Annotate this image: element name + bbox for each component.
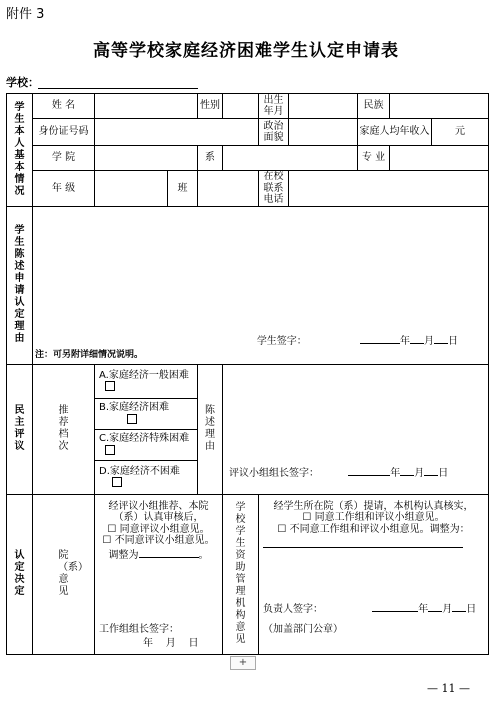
work-leader-date: 年 月 日 — [143, 638, 199, 649]
family-income-label: 家庭人均年收入 — [358, 119, 432, 146]
student-signature: 学生签字： 年 月 日 — [257, 333, 458, 348]
checkbox-c[interactable] — [105, 445, 115, 455]
form-title: 高等学校家庭经济困难学生认定申请表 — [93, 41, 399, 61]
section-statement: 学生陈述申请认定理由 — [7, 206, 33, 364]
page-number: — 11 — — [427, 682, 470, 695]
college-label: 学 院 — [33, 146, 95, 171]
school-label: 学校： — [6, 76, 39, 89]
college-opinion-label: 院（系）意见 — [33, 494, 95, 654]
grade-label: 年 级 — [33, 171, 95, 207]
recommend-level-label: 推荐档次 — [33, 364, 95, 494]
college-field[interactable] — [95, 146, 198, 171]
birth-label: 出生年月 — [259, 94, 289, 119]
reason-label: 陈述理由 — [198, 364, 223, 494]
section-evaluation: 民主评议 — [7, 364, 33, 494]
phone-label: 在校联系电话 — [259, 171, 289, 207]
agency-opinion-label: 学校学生资助管理机构意见 — [223, 494, 259, 654]
school-input-line[interactable] — [38, 88, 198, 89]
ethnicity-label: 民族 — [358, 94, 390, 119]
id-number-field[interactable] — [95, 119, 259, 146]
class-field[interactable] — [198, 171, 259, 207]
grade-field[interactable] — [95, 171, 168, 207]
college-agree-option[interactable]: ☐ 同意评议小组意见。 — [107, 523, 210, 535]
section-basic-info: 学生本人基本情况 — [7, 94, 33, 207]
attachment-label: 附件 3 — [6, 7, 45, 22]
option-a[interactable]: A.家庭经济一般困难 — [95, 364, 198, 398]
college-opinion-text: 经评议小组推荐、本院（系）认真审核后， — [108, 500, 209, 523]
department-label: 系 — [198, 146, 223, 171]
agency-opinion-field[interactable] — [259, 494, 489, 654]
yuan-unit: 元 — [455, 126, 465, 138]
college-opinion-field[interactable] — [95, 494, 223, 654]
phone-field[interactable] — [289, 171, 489, 207]
gender-label: 性别 — [198, 94, 223, 119]
checkbox-a[interactable] — [105, 381, 115, 391]
statement-note: 注：可另附详细情况说明。 — [35, 350, 144, 361]
agency-agree-option[interactable]: ☐ 同意工作组和评议小组意见。 — [302, 512, 445, 523]
department-field[interactable] — [223, 146, 358, 171]
agency-adjust-line[interactable] — [263, 535, 463, 548]
gender-field[interactable] — [223, 94, 259, 119]
agency-opinion-text: 经学生所在院（系）提请，本机构认真核实， — [273, 500, 474, 512]
add-row-button[interactable]: + — [230, 656, 256, 670]
birth-field[interactable] — [289, 94, 358, 119]
agency-disagree-option[interactable]: ☐ 不同意工作组和评议小组意见。调整为： — [277, 523, 470, 535]
option-d[interactable]: D.家庭经济不困难 — [95, 460, 198, 494]
family-income-field[interactable] — [432, 119, 489, 146]
major-field[interactable] — [390, 146, 489, 171]
stamp-note: （加盖部门公章） — [263, 624, 343, 635]
id-number-label: 身份证号码 — [33, 119, 95, 146]
section-decision: 认定决定 — [7, 494, 33, 654]
class-label: 班 — [168, 171, 198, 207]
college-disagree-option[interactable]: ☐ 不同意评议小组意见。调整为 。 — [102, 535, 215, 561]
responsible-signature: 负责人签字： 年 月 日 — [263, 601, 476, 616]
checkbox-b[interactable] — [127, 414, 137, 424]
political-label: 政治面貌 — [259, 119, 289, 146]
work-leader-signature: 工作组组长签字： — [99, 624, 179, 635]
name-label: 姓 名 — [33, 94, 95, 119]
evaluation-leader-signature: 评议小组组长签字： 年 月 日 — [229, 465, 448, 480]
option-c[interactable]: C.家庭经济特殊困难 — [95, 429, 198, 460]
statement-field[interactable] — [33, 206, 489, 364]
evaluation-reason-field[interactable] — [223, 364, 489, 494]
ethnicity-field[interactable] — [390, 94, 489, 119]
application-form-table — [6, 93, 489, 655]
option-b[interactable]: B.家庭经济困难 — [95, 398, 198, 429]
name-field[interactable] — [95, 94, 198, 119]
political-field[interactable] — [289, 119, 358, 146]
checkbox-d[interactable] — [112, 477, 122, 487]
major-label: 专 业 — [358, 146, 390, 171]
